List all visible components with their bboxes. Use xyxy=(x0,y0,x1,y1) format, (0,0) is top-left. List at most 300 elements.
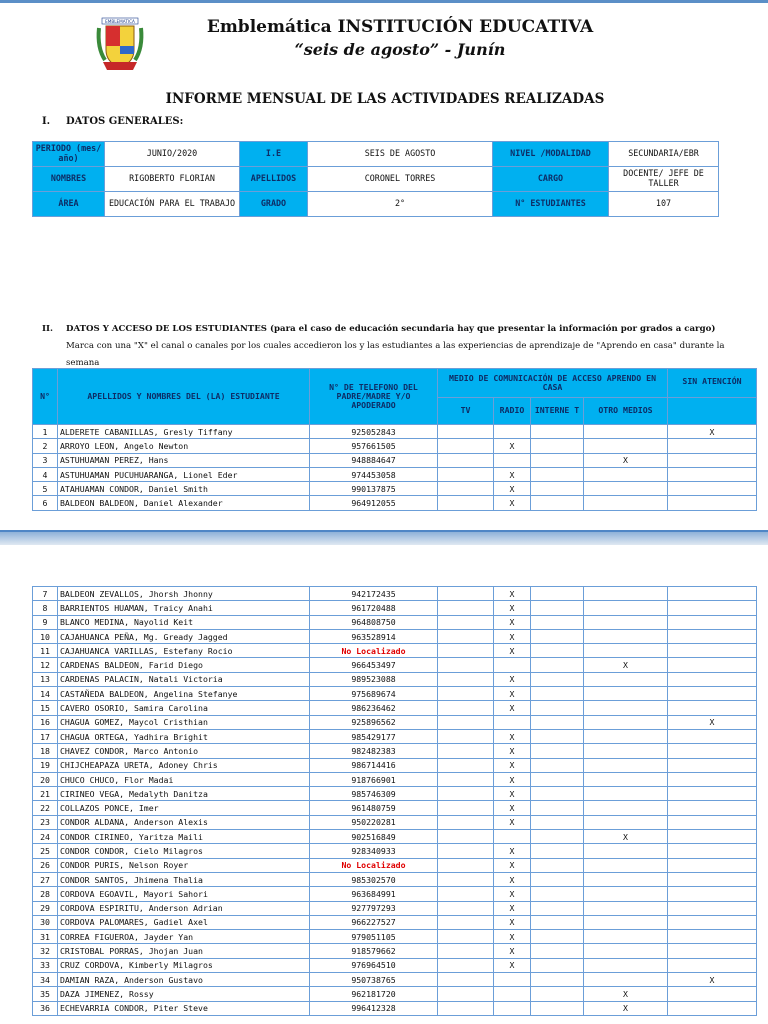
phone-number: No Localizado xyxy=(310,858,438,872)
phone-number: 964912055 xyxy=(310,496,438,510)
tv-mark xyxy=(438,987,494,1001)
otro-medios-mark xyxy=(584,601,668,615)
otro-medios-mark xyxy=(584,801,668,815)
general-row-area xyxy=(33,192,719,217)
internet-mark xyxy=(531,672,584,686)
radio-mark: X xyxy=(494,701,531,715)
phone-number: 985302570 xyxy=(310,872,438,886)
phone-number: 957661505 xyxy=(310,439,438,453)
sin-atencion-mark xyxy=(668,615,757,629)
student-name: ALDERETE CABANILLAS, Gresly Tiffany xyxy=(58,425,310,439)
student-name: CONDOR PURIS, Nelson Royer xyxy=(58,858,310,872)
sin-atencion-mark: X xyxy=(668,973,757,987)
internet-mark xyxy=(531,987,584,1001)
radio-mark: X xyxy=(494,587,531,601)
radio-mark xyxy=(494,658,531,672)
sin-atencion-mark xyxy=(668,772,757,786)
row-number: 13 xyxy=(33,672,58,686)
section-1-heading xyxy=(42,116,183,127)
table-row xyxy=(33,944,757,958)
students-body-page-2 xyxy=(33,587,757,1016)
otro-medios-mark: X xyxy=(584,658,668,672)
otro-medios-mark xyxy=(584,887,668,901)
internet-mark xyxy=(531,887,584,901)
student-name: CHAGUA ORTEGA, Yadhira Brighit xyxy=(58,729,310,743)
phone-number: 950220281 xyxy=(310,815,438,829)
otro-medios-mark xyxy=(584,758,668,772)
otro-medios-mark xyxy=(584,744,668,758)
row-number: 29 xyxy=(33,901,58,915)
header-sin-empty xyxy=(668,398,757,425)
phone-number: 918579662 xyxy=(310,944,438,958)
tv-mark xyxy=(438,744,494,758)
sin-atencion-mark xyxy=(668,467,757,481)
student-name: CHAGUA GOMEZ, Maycol Cristhian xyxy=(58,715,310,729)
radio-mark: X xyxy=(494,687,531,701)
phone-number: 982482383 xyxy=(310,744,438,758)
general-data-table xyxy=(32,141,719,217)
radio-mark: X xyxy=(494,915,531,929)
radio-mark: X xyxy=(494,467,531,481)
tv-mark xyxy=(438,644,494,658)
table-row xyxy=(33,687,757,701)
sin-atencion-mark xyxy=(668,644,757,658)
internet-mark xyxy=(531,644,584,658)
internet-mark xyxy=(531,1001,584,1015)
tv-mark xyxy=(438,715,494,729)
row-number: 21 xyxy=(33,787,58,801)
student-name: BALDEON ZEVALLOS, Jhorsh Jhonny xyxy=(58,587,310,601)
table-row xyxy=(33,987,757,1001)
tv-mark xyxy=(438,944,494,958)
internet-mark xyxy=(531,815,584,829)
student-name: CARDENAS PALACIN, Natali Victoria xyxy=(58,672,310,686)
table-row xyxy=(33,844,757,858)
area-value: EDUCACIÓN PARA EL TRABAJO xyxy=(105,192,240,217)
otro-medios-mark xyxy=(584,687,668,701)
radio-mark xyxy=(494,715,531,729)
student-name: CIRINEO VEGA, Medalyth Danitza xyxy=(58,787,310,801)
otro-medios-mark: X xyxy=(584,830,668,844)
radio-mark: X xyxy=(494,482,531,496)
table-row xyxy=(33,672,757,686)
student-name: CORDOVA EGOAVIL, Mayori Sahori xyxy=(58,887,310,901)
tv-mark xyxy=(438,601,494,615)
student-name: CORREA FIGUEROA, Jayder Yan xyxy=(58,930,310,944)
sin-atencion-mark xyxy=(668,629,757,643)
student-name: ASTUHUAMAN PEREZ, Hans xyxy=(58,453,310,467)
student-name: CORDOVA ESPIRITU, Anderson Adrian xyxy=(58,901,310,915)
row-number: 12 xyxy=(33,658,58,672)
table-row xyxy=(33,425,757,439)
general-row-periodo xyxy=(33,142,719,167)
sin-atencion-mark xyxy=(668,944,757,958)
apellidos-value: CORONEL TORRES xyxy=(308,167,493,192)
student-name: ARROYO LEON, Angelo Newton xyxy=(58,439,310,453)
radio-mark: X xyxy=(494,801,531,815)
students-table-page-2 xyxy=(32,586,757,1016)
row-number: 32 xyxy=(33,944,58,958)
sin-atencion-mark xyxy=(668,496,757,510)
phone-number: 989523088 xyxy=(310,672,438,686)
internet-mark xyxy=(531,744,584,758)
sin-atencion-mark xyxy=(668,872,757,886)
sin-atencion-mark xyxy=(668,830,757,844)
sin-atencion-mark xyxy=(668,482,757,496)
table-row xyxy=(33,496,757,510)
estudiantes-value: 107 xyxy=(609,192,719,217)
student-name: CAJAHUANCA PEÑA, Mg. Gready Jagged xyxy=(58,629,310,643)
radio-mark xyxy=(494,987,531,1001)
row-number: 26 xyxy=(33,858,58,872)
sin-atencion-mark xyxy=(668,930,757,944)
report-title: INFORME MENSUAL DE LAS ACTIVIDADES REALIZADAS xyxy=(165,91,605,107)
ie-value: SEIS DE AGOSTO xyxy=(308,142,493,167)
phone-number: 962181720 xyxy=(310,987,438,1001)
sin-atencion-mark xyxy=(668,901,757,915)
internet-mark xyxy=(531,901,584,915)
row-number: 28 xyxy=(33,887,58,901)
row-number: 17 xyxy=(33,729,58,743)
radio-mark: X xyxy=(494,872,531,886)
table-row xyxy=(33,482,757,496)
row-number: 22 xyxy=(33,801,58,815)
row-number: 11 xyxy=(33,644,58,658)
institution-title: Emblemática INSTITUCIÓN EDUCATIVA xyxy=(206,17,594,37)
otro-medios-mark: X xyxy=(584,1001,668,1015)
otro-medios-mark xyxy=(584,872,668,886)
radio-mark: X xyxy=(494,958,531,972)
table-row xyxy=(33,453,757,467)
radio-mark: X xyxy=(494,901,531,915)
row-number: 33 xyxy=(33,958,58,972)
otro-medios-mark xyxy=(584,973,668,987)
tv-mark xyxy=(438,687,494,701)
tv-mark xyxy=(438,439,494,453)
svg-text:EMBLEMATICA: EMBLEMATICA xyxy=(105,19,135,24)
otro-medios-mark xyxy=(584,930,668,944)
grado-value: 2° xyxy=(308,192,493,217)
tv-mark xyxy=(438,801,494,815)
section-2-note: (para el caso de educación secundaria hay que presentar la información por grados a cargo) xyxy=(269,324,716,334)
tv-mark xyxy=(438,815,494,829)
row-number: 6 xyxy=(33,496,58,510)
internet-mark xyxy=(531,687,584,701)
radio-mark: X xyxy=(494,629,531,643)
radio-mark xyxy=(494,830,531,844)
sin-atencion-mark xyxy=(668,729,757,743)
tv-mark xyxy=(438,729,494,743)
phone-number: 964808750 xyxy=(310,615,438,629)
phone-number: 976964510 xyxy=(310,958,438,972)
otro-medios-mark xyxy=(584,901,668,915)
otro-medios-mark xyxy=(584,439,668,453)
tv-mark xyxy=(438,496,494,510)
sin-atencion-mark xyxy=(668,787,757,801)
internet-mark xyxy=(531,629,584,643)
internet-mark xyxy=(531,758,584,772)
otro-medios-mark xyxy=(584,615,668,629)
otro-medios-mark xyxy=(584,701,668,715)
grado-label: GRADO xyxy=(240,192,308,217)
internet-mark xyxy=(531,701,584,715)
internet-mark xyxy=(531,858,584,872)
row-number: 4 xyxy=(33,467,58,481)
row-number: 20 xyxy=(33,772,58,786)
phone-number: 950738765 xyxy=(310,973,438,987)
tv-mark xyxy=(438,467,494,481)
otro-medios-mark xyxy=(584,772,668,786)
student-name: BALDEON BALDEON, Daniel Alexander xyxy=(58,496,310,510)
student-name: BLANCO MEDINA, Nayolid Keit xyxy=(58,615,310,629)
student-name: CHUCO CHUCO, Flor Madai xyxy=(58,772,310,786)
row-number: 14 xyxy=(33,687,58,701)
internet-mark xyxy=(531,601,584,615)
sin-atencion-mark xyxy=(668,453,757,467)
sin-atencion-mark xyxy=(668,744,757,758)
internet-mark xyxy=(531,973,584,987)
radio-mark: X xyxy=(494,930,531,944)
phone-number: 942172435 xyxy=(310,587,438,601)
internet-mark xyxy=(531,930,584,944)
internet-mark xyxy=(531,453,584,467)
tv-mark xyxy=(438,701,494,715)
phone-number: 979051105 xyxy=(310,930,438,944)
row-number: 34 xyxy=(33,973,58,987)
otro-medios-mark xyxy=(584,496,668,510)
radio-mark: X xyxy=(494,744,531,758)
student-name: CAJAHUANCA VARILLAS, Estefany Rocio xyxy=(58,644,310,658)
otro-medios-mark xyxy=(584,467,668,481)
sin-atencion-mark: X xyxy=(668,425,757,439)
student-name: CORDOVA PALOMARES, Gadiel Axel xyxy=(58,915,310,929)
nivel-value: SECUNDARIA/EBR xyxy=(609,142,719,167)
section-2-title: DATOS Y ACCESO DE LOS ESTUDIANTES xyxy=(66,324,267,334)
radio-mark xyxy=(494,425,531,439)
table-row xyxy=(33,601,757,615)
table-row xyxy=(33,439,757,453)
internet-mark xyxy=(531,844,584,858)
student-name: ATAHUAMAN CONDOR, Daniel Smith xyxy=(58,482,310,496)
otro-medios-mark xyxy=(584,915,668,929)
table-row xyxy=(33,615,757,629)
radio-mark: X xyxy=(494,672,531,686)
tv-mark xyxy=(438,425,494,439)
table-row xyxy=(33,658,757,672)
sin-atencion-mark xyxy=(668,687,757,701)
student-name: BARRIENTOS HUAMAN, Traicy Anahi xyxy=(58,601,310,615)
phone-number: 961480759 xyxy=(310,801,438,815)
internet-mark xyxy=(531,787,584,801)
header-name: APELLIDOS Y NOMBRES DEL (LA) ESTUDIANTE xyxy=(58,369,310,425)
tv-mark xyxy=(438,658,494,672)
cargo-label: CARGO xyxy=(493,167,609,192)
row-number: 35 xyxy=(33,987,58,1001)
radio-mark: X xyxy=(494,439,531,453)
table-row xyxy=(33,1001,757,1015)
phone-number: 927797293 xyxy=(310,901,438,915)
tv-mark xyxy=(438,482,494,496)
row-number: 19 xyxy=(33,758,58,772)
otro-medios-mark xyxy=(584,672,668,686)
otro-medios-mark xyxy=(584,644,668,658)
section-2-instruction: Marca con una "X" el canal o canales por los cuales accedieron los y las estudiantes a las experiencias de aprendizaje de "Aprendo en casa" durante la semana xyxy=(66,340,725,368)
radio-mark: X xyxy=(494,844,531,858)
phone-number: 975689674 xyxy=(310,687,438,701)
sin-atencion-mark xyxy=(668,758,757,772)
table-row xyxy=(33,701,757,715)
row-number: 31 xyxy=(33,930,58,944)
otro-medios-mark xyxy=(584,815,668,829)
radio-mark: X xyxy=(494,496,531,510)
table-row xyxy=(33,758,757,772)
phone-number: 963528914 xyxy=(310,629,438,643)
periodo-label: PERIODO (mes/ año) xyxy=(33,142,105,167)
row-number: 16 xyxy=(33,715,58,729)
header-radio: RADIO xyxy=(494,398,531,425)
sin-atencion-mark xyxy=(668,801,757,815)
header-otro: OTRO MEDIOS xyxy=(584,398,668,425)
table-row xyxy=(33,958,757,972)
internet-mark xyxy=(531,658,584,672)
sin-atencion-mark xyxy=(668,858,757,872)
internet-mark xyxy=(531,587,584,601)
internet-mark xyxy=(531,496,584,510)
general-row-nombres xyxy=(33,167,719,192)
area-label: ÁREA xyxy=(33,192,105,217)
student-name: CRISTOBAL PORRAS, Jhojan Juan xyxy=(58,944,310,958)
table-row xyxy=(33,815,757,829)
radio-mark: X xyxy=(494,858,531,872)
phone-number: 925052843 xyxy=(310,425,438,439)
tv-mark xyxy=(438,1001,494,1015)
row-number: 27 xyxy=(33,872,58,886)
sin-atencion-mark xyxy=(668,915,757,929)
section-1-title: DATOS GENERALES: xyxy=(66,116,184,127)
row-number: 10 xyxy=(33,629,58,643)
table-row xyxy=(33,744,757,758)
row-number: 18 xyxy=(33,744,58,758)
internet-mark xyxy=(531,944,584,958)
table-row xyxy=(33,715,757,729)
radio-mark: X xyxy=(494,644,531,658)
phone-number: 918766901 xyxy=(310,772,438,786)
row-number: 23 xyxy=(33,815,58,829)
radio-mark: X xyxy=(494,772,531,786)
internet-mark xyxy=(531,801,584,815)
nombres-value: RIGOBERTO FLORIAN xyxy=(105,167,240,192)
otro-medios-mark xyxy=(584,787,668,801)
tv-mark xyxy=(438,758,494,772)
nivel-label: NIVEL /MODALIDAD xyxy=(493,142,609,167)
phone-number: 966453497 xyxy=(310,658,438,672)
tv-mark xyxy=(438,973,494,987)
phone-number: 966227527 xyxy=(310,915,438,929)
row-number: 2 xyxy=(33,439,58,453)
phone-number: 985746309 xyxy=(310,787,438,801)
cargo-value: DOCENTE/ JEFE DE TALLER xyxy=(609,167,719,192)
table-row xyxy=(33,973,757,987)
table-row xyxy=(33,901,757,915)
phone-number: 985429177 xyxy=(310,729,438,743)
header-phone: N° DE TELEFONO DEL PADRE/MADRE Y/O APODERADO xyxy=(310,369,438,425)
radio-mark: X xyxy=(494,758,531,772)
radio-mark xyxy=(494,1001,531,1015)
phone-number: 961720488 xyxy=(310,601,438,615)
otro-medios-mark xyxy=(584,958,668,972)
page-top-border xyxy=(0,0,768,3)
sin-atencion-mark xyxy=(668,1001,757,1015)
student-name: CONDOR ALDANA, Anderson Alexis xyxy=(58,815,310,829)
otro-medios-mark xyxy=(584,629,668,643)
header-medio: MEDIO DE COMUNICACIÓN DE ACCESO APRENDO EN CASA xyxy=(438,369,668,398)
student-name: ECHEVARRIA CONDOR, Piter Steve xyxy=(58,1001,310,1015)
internet-mark xyxy=(531,830,584,844)
tv-mark xyxy=(438,629,494,643)
internet-mark xyxy=(531,715,584,729)
radio-mark xyxy=(494,453,531,467)
radio-mark: X xyxy=(494,887,531,901)
apellidos-label: APELLIDOS xyxy=(240,167,308,192)
header-tv: TV xyxy=(438,398,494,425)
table-row xyxy=(33,772,757,786)
otro-medios-mark xyxy=(584,425,668,439)
phone-number: 902516849 xyxy=(310,830,438,844)
student-name: CRUZ CORDOVA, Kimberly Milagros xyxy=(58,958,310,972)
tv-mark xyxy=(438,787,494,801)
phone-number: 925896562 xyxy=(310,715,438,729)
internet-mark xyxy=(531,729,584,743)
table-header-row xyxy=(33,369,757,398)
table-row xyxy=(33,587,757,601)
student-name: CHAVEZ CONDOR, Marco Antonio xyxy=(58,744,310,758)
phone-number: 990137875 xyxy=(310,482,438,496)
tv-mark xyxy=(438,887,494,901)
tv-mark xyxy=(438,872,494,886)
otro-medios-mark xyxy=(584,715,668,729)
internet-mark xyxy=(531,872,584,886)
tv-mark xyxy=(438,772,494,786)
sin-atencion-mark xyxy=(668,658,757,672)
internet-mark xyxy=(531,439,584,453)
internet-mark xyxy=(531,958,584,972)
table-row xyxy=(33,915,757,929)
otro-medios-mark: X xyxy=(584,453,668,467)
header-internet: INTERNE T xyxy=(531,398,584,425)
tv-mark xyxy=(438,858,494,872)
header-sin-atencion: SIN ATENCIÓN xyxy=(668,369,757,398)
students-body-page-1 xyxy=(33,425,757,511)
sin-atencion-mark xyxy=(668,958,757,972)
student-name: CONDOR CIRINEO, Yaritza Maili xyxy=(58,830,310,844)
table-row xyxy=(33,467,757,481)
school-crest-logo xyxy=(93,14,147,76)
sin-atencion-mark xyxy=(668,887,757,901)
sin-atencion-mark xyxy=(668,587,757,601)
internet-mark xyxy=(531,615,584,629)
row-number: 1 xyxy=(33,425,58,439)
otro-medios-mark xyxy=(584,482,668,496)
phone-number: 986714416 xyxy=(310,758,438,772)
student-name: DAMIAN RAZA, Anderson Gustavo xyxy=(58,973,310,987)
tv-mark xyxy=(438,958,494,972)
student-name: COLLAZOS PONCE, Imer xyxy=(58,801,310,815)
tv-mark xyxy=(438,587,494,601)
tv-mark xyxy=(438,830,494,844)
radio-mark: X xyxy=(494,815,531,829)
student-name: CONDOR CONDOR, Cielo Milagros xyxy=(58,844,310,858)
internet-mark xyxy=(531,425,584,439)
